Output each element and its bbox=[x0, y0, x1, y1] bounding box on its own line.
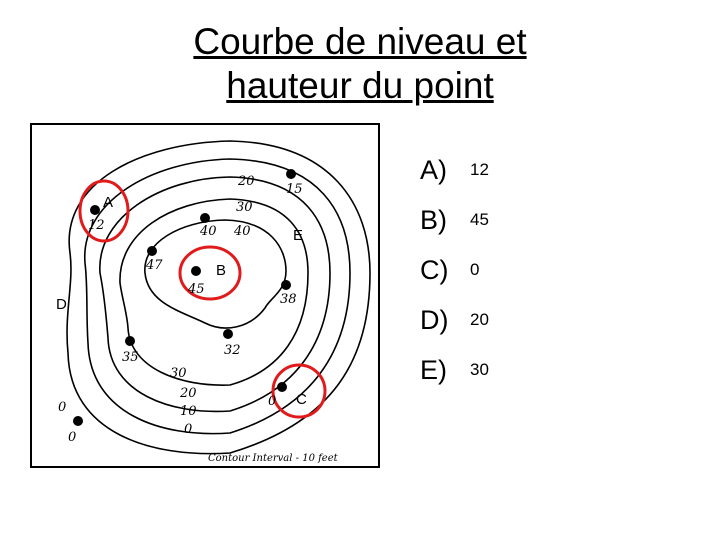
title-line-2: hauteur du point bbox=[226, 65, 494, 106]
point-label-d: D bbox=[56, 296, 67, 313]
answer-a-value: 12 bbox=[470, 160, 489, 179]
elev-30b: 30 bbox=[170, 366, 187, 381]
elev-30: 30 bbox=[236, 200, 253, 215]
elev-20b: 20 bbox=[180, 386, 197, 401]
contour-map bbox=[30, 123, 380, 468]
elev-20: 20 bbox=[238, 174, 255, 189]
elev-32: 32 bbox=[224, 343, 241, 358]
point-label-b: B bbox=[216, 262, 227, 279]
dot-0 bbox=[73, 416, 83, 426]
elev-0d: 0 bbox=[268, 394, 277, 409]
answer-b-value: 45 bbox=[470, 210, 489, 229]
elev-0c: 0 bbox=[68, 430, 77, 445]
dot-c bbox=[277, 382, 287, 392]
dot-b bbox=[191, 266, 201, 276]
map-frame bbox=[31, 124, 379, 467]
answer-c-letter: C) bbox=[420, 255, 449, 285]
answer-b-letter: B) bbox=[420, 205, 447, 235]
title-line-1: Courbe de niveau et bbox=[193, 21, 527, 62]
dot-15 bbox=[286, 169, 296, 179]
slide-title bbox=[0, 20, 720, 108]
answer-a-letter: A) bbox=[420, 155, 447, 185]
elev-10: 10 bbox=[180, 404, 197, 419]
answer-c-value: 0 bbox=[470, 260, 480, 279]
elev-45: 45 bbox=[188, 282, 205, 297]
dot-40 bbox=[200, 213, 210, 223]
elev-12: 12 bbox=[88, 218, 105, 233]
elev-0b: 0 bbox=[58, 400, 67, 415]
dot-35 bbox=[125, 336, 135, 346]
elev-40b: 40 bbox=[234, 224, 251, 239]
dot-a bbox=[90, 205, 100, 215]
dot-32 bbox=[223, 329, 233, 339]
answer-e-value: 30 bbox=[470, 360, 489, 379]
elev-35: 35 bbox=[122, 350, 139, 365]
elev-47: 47 bbox=[146, 258, 163, 273]
point-label-e: E bbox=[293, 227, 304, 244]
answer-d-value: 20 bbox=[470, 310, 489, 329]
elev-0a: 0 bbox=[184, 422, 193, 437]
point-label-c: C bbox=[296, 391, 307, 408]
elev-40a: 40 bbox=[200, 224, 217, 239]
contour-interval-caption: Contour Interval - 10 feet bbox=[208, 453, 338, 464]
elev-38: 38 bbox=[280, 292, 297, 307]
answer-e-letter: E) bbox=[420, 355, 447, 385]
answer-d-letter: D) bbox=[420, 305, 449, 335]
dot-47 bbox=[147, 246, 157, 256]
point-label-a: A bbox=[103, 194, 114, 211]
elev-15: 15 bbox=[286, 182, 303, 197]
dot-38 bbox=[281, 280, 291, 290]
